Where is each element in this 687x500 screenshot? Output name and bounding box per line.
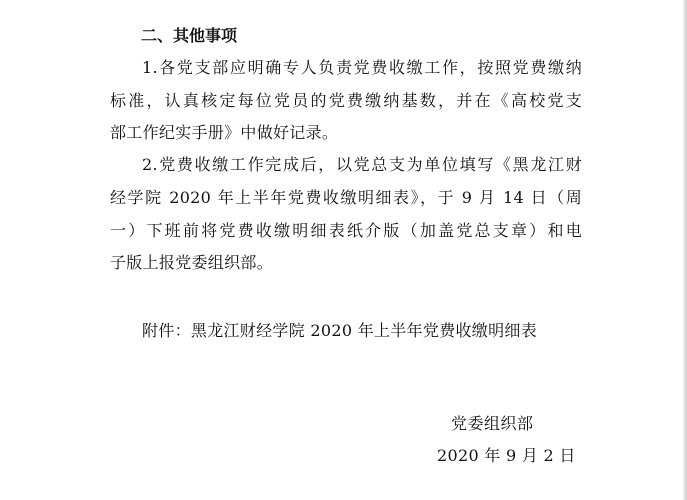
attachment-note: 附件：黑龙江财经学院 2020 年上半年党费收缴明细表 xyxy=(142,321,537,340)
item-1-line-1: 1.各党支部应明确专人负责党费收缴工作，按照党费缴纳 xyxy=(142,58,582,77)
signature-date: 2020 年 9 月 2 日 xyxy=(437,446,576,465)
item-2-line-2: 经学院 2020 年上半年党费收缴明细表》，于 9 月 14 日（周 xyxy=(110,188,582,207)
item-2-line-3: 一）下班前将党费收缴明细表纸介版（加盖党总支章）和电 xyxy=(110,221,582,240)
item-2-line-1: 2.党费收缴工作完成后，以党总支为单位填写《黑龙江财 xyxy=(142,155,582,174)
signature-organization: 党委组织部 xyxy=(451,414,534,433)
page-edge xyxy=(683,0,687,500)
item-1-line-3: 部工作纪实手册》中做好记录。 xyxy=(110,123,339,142)
section-heading: 二、其他事项 xyxy=(141,26,238,45)
item-2-line-4: 子版上报党委组织部。 xyxy=(110,253,274,272)
item-1-line-2: 标准，认真核定每位党员的党费缴纳基数，并在《高校党支 xyxy=(110,91,582,110)
